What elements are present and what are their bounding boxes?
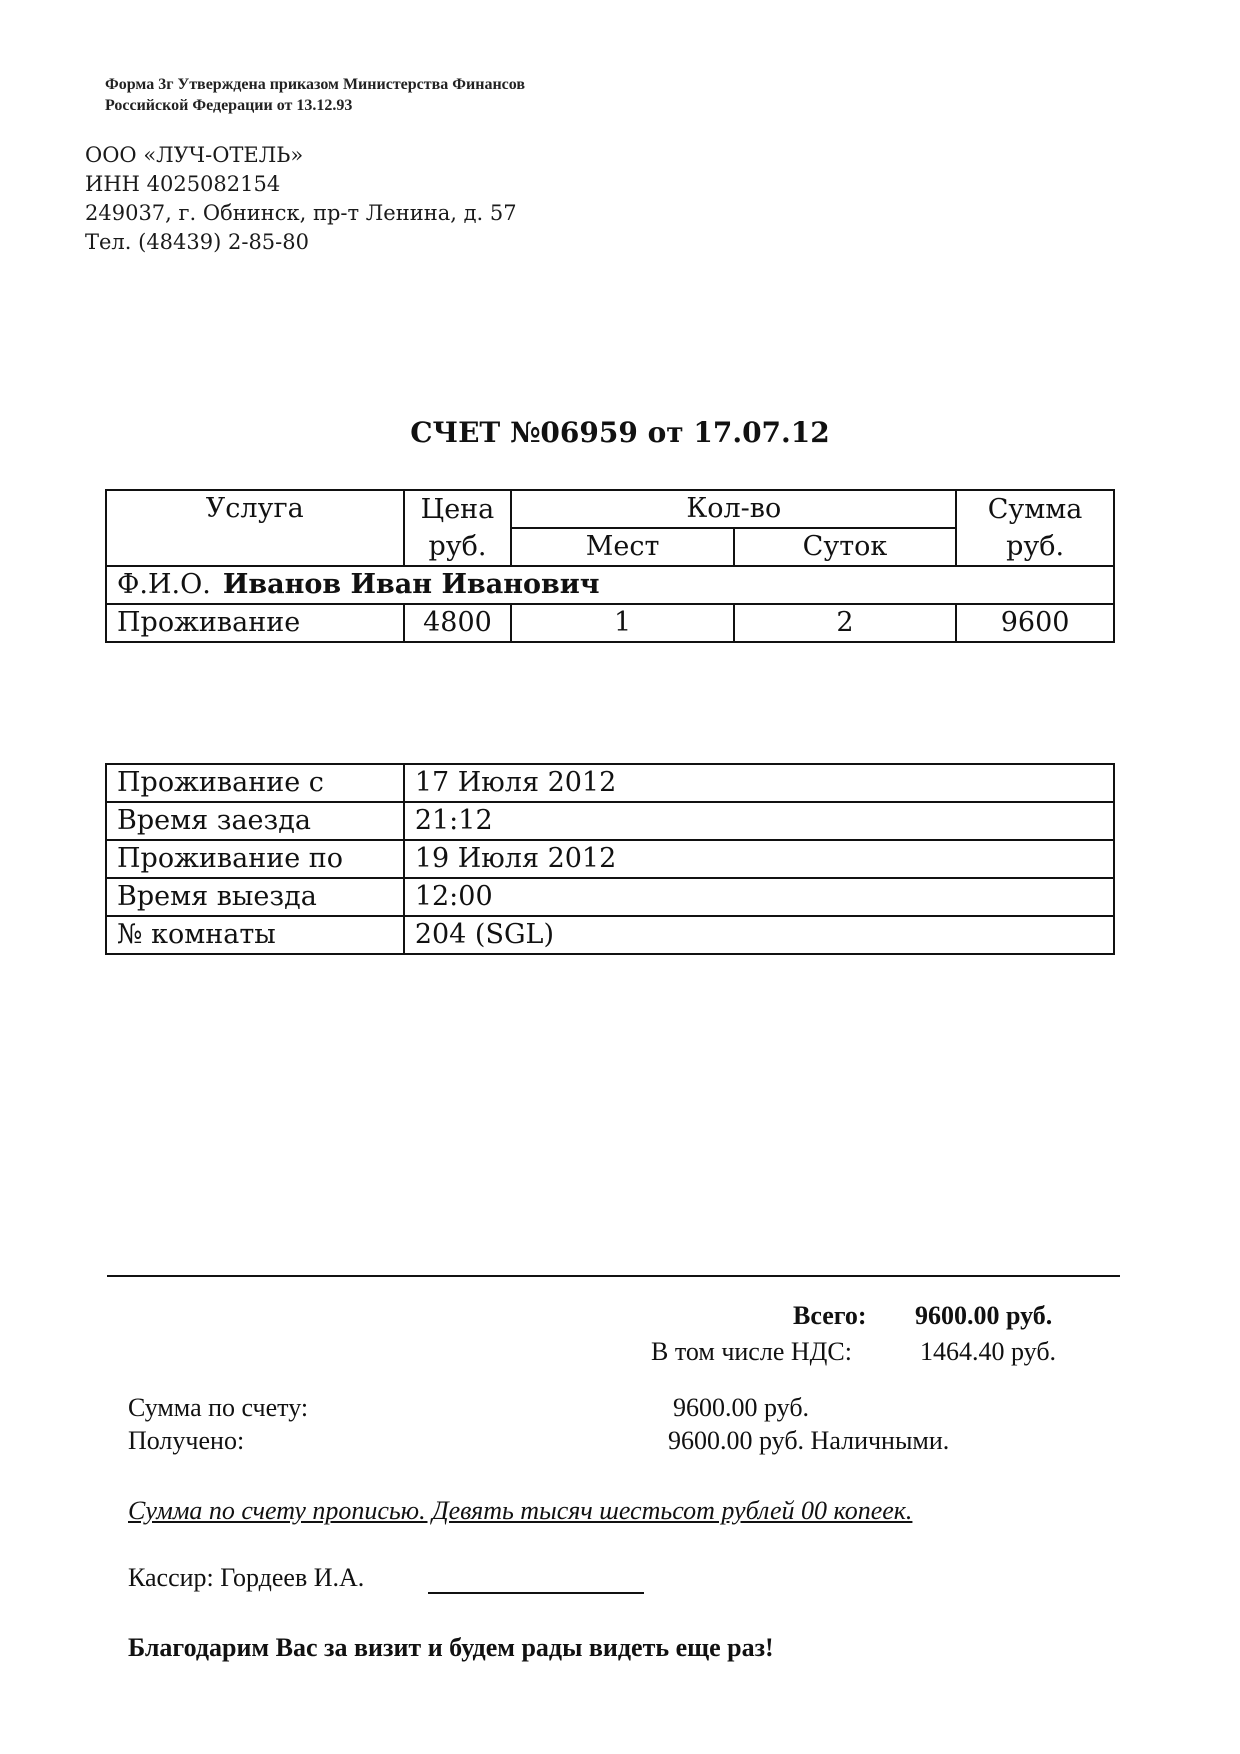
row-days: 2 xyxy=(734,604,956,642)
fio-label: Ф.И.О. xyxy=(117,569,211,600)
org-name: ООО «ЛУЧ-ОТЕЛЬ» xyxy=(85,143,304,167)
row-sum: 9600 xyxy=(956,604,1114,642)
total-label: Всего: xyxy=(793,1301,867,1330)
table-row xyxy=(106,764,1114,802)
fio-row xyxy=(106,566,1114,604)
signature-line xyxy=(428,1592,644,1594)
header-days: Суток xyxy=(734,528,956,566)
received-label: Получено: xyxy=(128,1426,245,1455)
vat-value: 1464.40 руб. xyxy=(920,1337,1057,1366)
table-row xyxy=(106,802,1114,840)
stay-label: Проживание по xyxy=(106,840,404,878)
services-table xyxy=(105,489,1115,643)
header-places: Мест xyxy=(511,528,733,566)
stay-label: Проживание с xyxy=(106,764,404,802)
org-phone: Тел. (48439) 2-85-80 xyxy=(85,230,309,254)
stay-value: 19 Июля 2012 xyxy=(404,840,1114,878)
header-qty: Кол-во xyxy=(511,490,956,528)
stay-value: 21:12 xyxy=(404,802,1114,840)
stay-value: 12:00 xyxy=(404,878,1114,916)
org-address: 249037, г. Обнинск, пр-т Ленина, д. 57 xyxy=(85,201,517,225)
fio-name: Иванов Иван Иванович xyxy=(222,569,600,600)
header-sum-top: Сумма xyxy=(956,490,1114,528)
stay-value: 17 Июля 2012 xyxy=(404,764,1114,802)
stay-label: Время выезда xyxy=(106,878,404,916)
invoice-title: СЧЕТ №06959 от 17.07.12 xyxy=(410,416,830,449)
header-price-top: Цена xyxy=(404,490,512,528)
form-note xyxy=(105,74,525,116)
stay-table xyxy=(105,763,1115,955)
header-service: Услуга xyxy=(106,490,404,566)
thanks-message: Благодарим Вас за визит и будем рады видеть еще раз! xyxy=(128,1633,774,1662)
org-inn: ИНН 4025082154 xyxy=(85,172,281,196)
form-note-line1: Форма 3г Утверждена приказом Министерства Финансов xyxy=(105,76,526,93)
table-row xyxy=(106,840,1114,878)
table-row xyxy=(106,916,1114,954)
row-price: 4800 xyxy=(404,604,512,642)
stay-label: Время заезда xyxy=(106,802,404,840)
cashier: Кассир: Гордеев И.А. xyxy=(128,1563,365,1592)
invoice-sum-label: Сумма по счету: xyxy=(128,1393,309,1422)
total-value: 9600.00 руб. xyxy=(915,1301,1053,1330)
organization-block xyxy=(85,141,517,257)
sum-in-words: Сумма по счету прописью. Девять тысяч шестьсот рублей 00 копеек. xyxy=(128,1496,913,1525)
divider xyxy=(107,1275,1120,1277)
header-sum-bottom: руб. xyxy=(956,528,1114,566)
stay-label: № комнаты xyxy=(106,916,404,954)
form-note-line2: Российской Федерации от 13.12.93 xyxy=(105,97,353,114)
invoice-sum-value: 9600.00 руб. xyxy=(673,1393,810,1422)
table-row xyxy=(106,604,1114,642)
row-places: 1 xyxy=(511,604,733,642)
received-value: 9600.00 руб. Наличными. xyxy=(668,1426,950,1455)
stay-value: 204 (SGL) xyxy=(404,916,1114,954)
vat-label: В том числе НДС: xyxy=(651,1337,852,1366)
row-service: Проживание xyxy=(106,604,404,642)
table-row xyxy=(106,878,1114,916)
header-price-bottom: руб. xyxy=(404,528,512,566)
